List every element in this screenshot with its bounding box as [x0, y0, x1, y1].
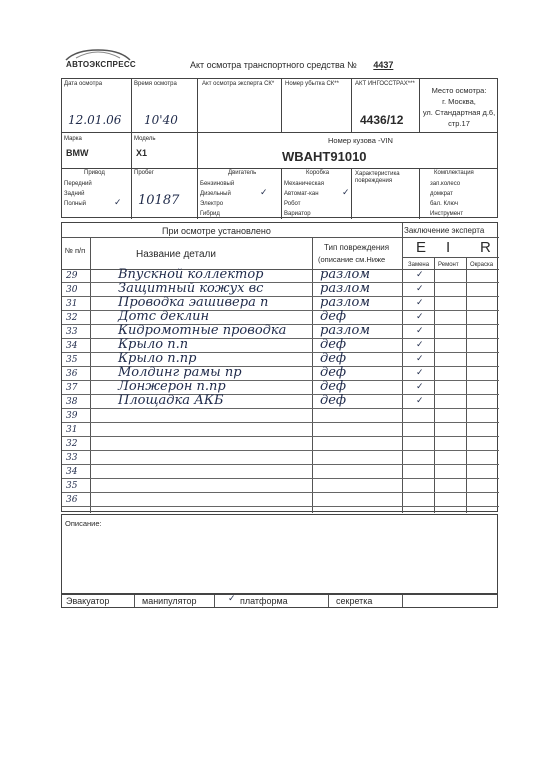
kit-spare-wheel: зап.колесо [430, 181, 461, 187]
row-number: 29 [66, 271, 78, 281]
description-box [61, 514, 498, 594]
check-mark-icon: ✓ [114, 197, 122, 207]
kit-wheel-wrench: бал. Ключ [430, 201, 458, 207]
col-repair: Ремонт [438, 262, 459, 268]
check-mark-icon: ✓ [416, 395, 424, 405]
main-table [61, 222, 498, 512]
row-number: 36 [66, 369, 78, 379]
kit-tools: Инструмент [430, 211, 464, 217]
kit-cell [420, 169, 498, 219]
row-part: Площадка АКБ [118, 393, 224, 408]
engine-hybrid: Гибрид [200, 211, 220, 217]
check-mark-icon: ✓ [416, 269, 424, 279]
row-part: Дотс деклин [118, 309, 210, 324]
gearbox-cvt: Вариатор [284, 211, 311, 217]
location-text [420, 85, 498, 129]
gearbox-cell [282, 169, 352, 219]
check-mark-icon: ✓ [416, 325, 424, 335]
row-part: Крыло п.п [118, 337, 189, 352]
row-number: 39 [66, 411, 78, 421]
row-damage: деф [320, 365, 347, 380]
engine-electric: Электро [200, 201, 224, 207]
check-mark-icon: ✓ [416, 339, 424, 349]
part-header: Название детали [136, 249, 216, 260]
row-number: 36 [66, 495, 78, 505]
row-number: 31 [66, 425, 78, 435]
table-row [62, 395, 499, 409]
model-label: Модель [134, 136, 156, 142]
check-mark-icon: ✓ [416, 381, 424, 391]
found-header: При осмотре установлено [162, 226, 271, 236]
check-mark-icon: ✓ [416, 367, 424, 377]
row-number: 33 [66, 327, 78, 337]
check-mark-icon: ✓ [416, 311, 424, 321]
row-part: Впускной коллектор [118, 267, 264, 282]
gearbox-auto: Автомат-кан [284, 191, 319, 197]
kit-jack: домкрат [430, 191, 453, 197]
row-damage: деф [320, 309, 347, 324]
row-damage: деф [320, 351, 347, 366]
row-damage: разлом [320, 281, 371, 296]
loss-number-cell [282, 79, 352, 133]
date-cell [62, 79, 132, 133]
col-r: R [480, 239, 491, 256]
row-part: Защитный кожух вс [118, 281, 264, 296]
footer-platform: платформа [240, 596, 288, 606]
model-value: X1 [136, 148, 148, 158]
page-title [190, 60, 393, 70]
row-number: 35 [66, 481, 78, 491]
date-label: Дата осмотра [64, 81, 103, 87]
time-cell [132, 79, 198, 133]
row-number: 33 [66, 453, 78, 463]
vin-cell [198, 133, 498, 169]
check-mark-icon: ✓ [260, 187, 268, 197]
footer-evacuator: Эвакуатор [66, 596, 110, 606]
footer-lock: секретка [336, 596, 373, 606]
row-number: 38 [66, 397, 78, 407]
drive-cell [62, 169, 132, 219]
damage-char-cell [352, 169, 420, 219]
drive-full: Полный [64, 201, 86, 207]
row-part: Лонжерон п.пр [118, 379, 226, 394]
col-e: E [416, 239, 427, 256]
table-row [62, 465, 499, 479]
gearbox-label: Коробка [306, 170, 330, 176]
row-number: 37 [66, 383, 78, 393]
info-table [61, 78, 498, 218]
damage-char-label: Характеристика повреждения [355, 171, 400, 184]
engine-label: Двигатель [228, 170, 257, 176]
col-replace: Замена [408, 262, 430, 268]
mileage-label: Пробег [134, 170, 154, 176]
damage-subheader: (описание см.Ниже [318, 255, 386, 264]
expert-act-cell [198, 79, 282, 133]
vin-value: WBAHT91010 [282, 149, 367, 164]
time-label: Время осмотра [134, 81, 177, 87]
drive-rear: Задний [64, 191, 85, 197]
description-label: Описание: [65, 519, 102, 528]
row-number: 34 [66, 467, 78, 477]
logo-text: АВТОЭКСПРЕСС [66, 60, 136, 69]
location-label: Место осмотра: [431, 86, 487, 95]
drive-label: Привод [84, 170, 105, 176]
ingos-value: 4436/12 [360, 113, 404, 127]
col-i: I [446, 239, 451, 256]
row-damage: деф [320, 379, 347, 394]
vin-label: Номер кузова -VIN [328, 136, 393, 145]
row-number: 31 [66, 299, 78, 309]
make-label: Марка [64, 136, 82, 142]
row-number: 30 [66, 285, 78, 295]
gearbox-robot: Робот [284, 201, 301, 207]
row-number: 32 [66, 439, 78, 449]
expert-header: Заключение эксперта [404, 226, 485, 235]
location-cell [420, 79, 498, 133]
location-line-3: стр.17 [448, 119, 470, 128]
engine-cell [198, 169, 282, 219]
drive-front: Передний [64, 181, 92, 187]
ingos-cell [352, 79, 420, 133]
kit-label: Комплектация [434, 170, 474, 176]
row-part: Проводка эашивера п [118, 295, 269, 310]
make-cell [62, 133, 132, 169]
act-number: 4437 [373, 60, 394, 70]
row-damage: разлом [320, 295, 371, 310]
table-row [62, 409, 499, 423]
date-value: 12.01.06 [68, 113, 122, 127]
loss-number-label: Номер убытка СК** [285, 81, 339, 87]
mileage-cell [132, 169, 198, 219]
check-mark-icon: ✓ [342, 187, 350, 197]
expert-act-label: Акт осмотра эксперта СК* [202, 81, 275, 87]
row-damage: разлом [320, 267, 371, 282]
check-mark-icon: ✓ [416, 297, 424, 307]
time-value: 10'40 [144, 113, 178, 127]
location-line-1: г. Москва, [442, 97, 476, 106]
row-part: Молдинг рамы пр [118, 365, 242, 380]
row-part: Крыло п.пр [118, 351, 197, 366]
logo [62, 46, 134, 72]
row-part: Кидромотные проводка [118, 323, 287, 338]
table-row [62, 451, 499, 465]
engine-petrol: Бензиновый [200, 181, 235, 187]
row-damage: разлом [320, 323, 371, 338]
table-row [62, 437, 499, 451]
make-value: BMW [66, 148, 89, 158]
row-number: 32 [66, 313, 78, 323]
row-number: 35 [66, 355, 78, 365]
row-damage: деф [320, 393, 347, 408]
gearbox-manual: Механическая [284, 181, 325, 187]
engine-diesel: Дизельный [200, 191, 231, 197]
check-mark-icon: ✓ [228, 593, 236, 603]
num-header: № п/п [64, 246, 86, 255]
row-damage: деф [320, 337, 347, 352]
table-row [62, 423, 499, 437]
ingos-label: АКТ ИНГОССТРАХ*** [355, 81, 415, 87]
table-row [62, 493, 499, 507]
damage-header: Тип повреждения [324, 243, 390, 252]
check-mark-icon: ✓ [416, 283, 424, 293]
col-paint: Окраска [470, 262, 494, 268]
location-line-2: ул. Стандартная д.6, [422, 108, 496, 117]
footer-row [61, 594, 498, 608]
table-row [62, 479, 499, 493]
check-mark-icon: ✓ [416, 353, 424, 363]
footer-manipulator: манипулятор [142, 596, 197, 606]
page-title-text: Акт осмотра транспортного средства № [190, 60, 357, 70]
mileage-value: 10187 [138, 193, 180, 208]
row-number: 34 [66, 341, 78, 351]
model-cell [132, 133, 198, 169]
